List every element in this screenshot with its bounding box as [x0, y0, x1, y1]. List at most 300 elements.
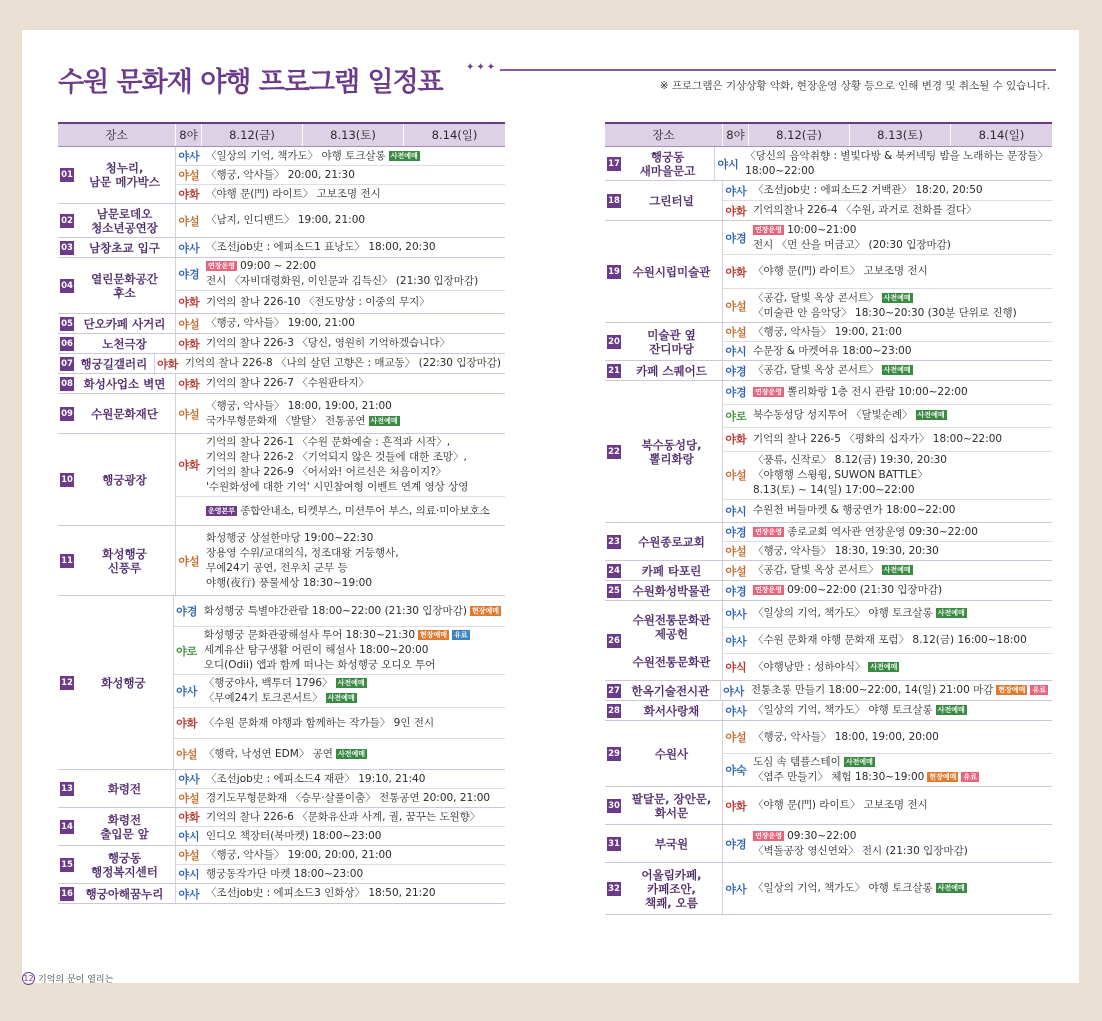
place-name: 화령전 [107, 781, 142, 796]
category-label: 야경 [725, 837, 747, 851]
category-label: 야사 [725, 634, 747, 648]
program-line: 기억의 찰나 226-7 〈수원판타지〉 [206, 377, 369, 389]
table-row [605, 221, 1052, 323]
program-entry [176, 291, 505, 313]
entries-cell [723, 361, 1052, 380]
table-row [605, 561, 1052, 581]
place-number: 31 [608, 838, 620, 849]
decorative-stars: ✦✦✦ [466, 62, 498, 73]
place-name: 행궁동 새마을문고 [639, 149, 696, 178]
place-name: 화령전 출입문 앞 [100, 812, 149, 841]
place-number: 11 [61, 555, 73, 566]
program-lines [202, 334, 505, 353]
place-number: 01 [61, 170, 73, 180]
notice-text: ※ 프로그램은 기상상황 악화, 현장운영 상황 등으로 인해 변경 및 취소될 수 있습니다. [659, 80, 1050, 92]
program-entry [723, 428, 1052, 452]
program-line: 〈조선job史 : 에피소드4 재판〉 19:10, 21:40 [206, 772, 426, 785]
program-entry [155, 354, 505, 373]
program-entry [176, 884, 505, 903]
category-label: 야경 [725, 584, 747, 598]
program-entry [723, 361, 1052, 380]
program-entry [723, 201, 1052, 220]
place-name: 행궁아해꿈누리 [85, 886, 164, 901]
program-lines [202, 434, 505, 496]
place-number: 13 [61, 783, 73, 794]
place-name: 노천극장 [102, 336, 147, 351]
program-entry [174, 675, 505, 708]
program-line: 연장운영 09:00 ~ 22:00 [208, 260, 317, 272]
table-row [605, 701, 1052, 721]
category-label: 야경 [178, 268, 200, 281]
program-line: 기억의 찰나 226-10 〈전도망상 : 이중의 무지〉 [206, 295, 430, 308]
program-line: 〈공감, 달빛 옥상 콘서트〉 사전예매 [753, 364, 911, 376]
program-lines [749, 654, 1052, 680]
table-row [58, 846, 505, 884]
program-entry [176, 394, 505, 433]
place-name: 화서사랑채 [643, 703, 700, 718]
program-lines [749, 381, 1052, 404]
program-line: 연장운영 10:00~21:00 [755, 223, 857, 236]
program-lines [749, 181, 1052, 200]
program-line: 야행(夜行) 풍물세상 18:30~19:00 [206, 576, 373, 589]
program-lines [202, 789, 505, 807]
program-line: 〈일상의 기억, 책가도〉 야행 토크살롱 사전예매 [753, 882, 965, 894]
place-number: 22 [608, 446, 620, 457]
category-label: 야설 [178, 554, 200, 568]
program-entry [723, 825, 1052, 862]
table-row [58, 434, 505, 526]
program-entry [174, 708, 505, 739]
status-badge: 연장운영 [208, 262, 236, 270]
program-entry [176, 334, 505, 353]
program-lines [200, 708, 505, 738]
program-line: 행궁동작가단 마켓 18:00~23:00 [206, 867, 364, 880]
program-line: 〈염주 만들기〉 체험 18:30~19:00 현장예매 유료 [753, 771, 977, 783]
program-entry [723, 255, 1052, 289]
table-row [58, 596, 505, 770]
program-line: 〈풍류, 신작로〉 8.12(금) 19:30, 20:30 [753, 453, 947, 466]
place-name: 카페 타포린 [641, 563, 702, 578]
program-lines [749, 342, 1052, 360]
place-cell [605, 721, 723, 786]
place-cell [58, 884, 176, 903]
place-name: 수원시립미술관 [632, 264, 711, 279]
place-cell [605, 323, 723, 360]
place-name: 수원사 [654, 746, 689, 761]
category-label: 야설 [178, 407, 200, 421]
category-label: 야설 [725, 326, 747, 339]
category-label: 야설 [725, 564, 747, 578]
category-label: 야사 [725, 607, 747, 621]
place-name: 어울림카페, 카페조안, 책쾌, 오름 [641, 867, 702, 910]
place-name: 행궁광장 [102, 472, 147, 487]
place-name: 수원문화재단 [91, 406, 158, 421]
place-number: 27 [608, 685, 620, 696]
program-lines [749, 428, 1052, 451]
table-row [605, 787, 1052, 825]
place-name: 수원전통문화관 제공헌 수원전통문화관 [632, 612, 711, 669]
program-lines [202, 166, 505, 184]
program-entry [176, 827, 505, 845]
program-entry [723, 654, 1052, 680]
program-entry [176, 238, 505, 257]
place-number: 29 [608, 748, 620, 759]
col-day2: 8.13(토) [850, 124, 951, 146]
table-row [605, 361, 1052, 381]
place-number: 06 [61, 338, 73, 349]
program-entry [723, 701, 1052, 720]
place-cell [58, 354, 155, 373]
category-label: 야사 [178, 241, 200, 255]
program-entry [723, 181, 1052, 201]
program-line: 〈행궁야사, 백투더 1796〉 사전예매 [203, 677, 365, 689]
program-lines [749, 452, 1052, 499]
table-row [58, 354, 505, 374]
place-name: 수원화성박물관 [632, 583, 711, 598]
program-line: 장용영 수위/교대의식, 정조대왕 거둥행사, [206, 546, 399, 559]
program-line: 기억의 찰나 226-3 〈당신, 영원히 기억하겠습니다〉 [206, 337, 450, 349]
table-row [605, 681, 1052, 701]
place-cell [605, 221, 723, 322]
col-day1: 8.12(금) [749, 124, 850, 146]
category-label [176, 497, 202, 525]
program-lines [747, 681, 1052, 700]
status-badge: 연장운영 [755, 225, 783, 234]
program-entry [176, 497, 505, 525]
program-line: 〈무예24기 토크콘서트〉 사전예매 [203, 692, 355, 704]
category-label: 야사 [178, 773, 200, 786]
table-row [58, 334, 505, 354]
entries-cell [176, 808, 505, 845]
entries-cell [723, 523, 1052, 560]
status-badge: 사전예매 [917, 411, 945, 420]
program-line: 18:00~22:00 [745, 164, 815, 177]
place-name: 미술관 옆 잔디마당 [647, 327, 696, 356]
entries-cell [723, 381, 1052, 522]
status-badge: 사전예매 [883, 366, 911, 374]
place-number: 10 [61, 474, 73, 485]
category-label: 야사 [725, 704, 747, 718]
program-line: 연장운영 뽈리화랑 1층 전시 관람 10:00~22:00 [755, 385, 968, 398]
place-cell [605, 147, 715, 180]
table-row [605, 721, 1052, 787]
program-lines [202, 526, 505, 595]
program-line: 연장운영 09:00~22:00 (21:30 입장마감) [755, 584, 943, 596]
program-entry [723, 787, 1052, 824]
category-label: 야시 [178, 868, 200, 881]
place-cell [605, 825, 723, 862]
status-badge: 사전예매 [327, 694, 355, 702]
entries-cell [723, 863, 1052, 914]
program-line: 경기도무형문화재 〈승무·살풀이춤〉 전통공연 20:00, 21:00 [206, 791, 491, 804]
place-number: 12 [61, 677, 73, 688]
table-row [58, 258, 505, 314]
status-badge: 연장운영 [755, 831, 783, 840]
table-row [605, 147, 1052, 181]
col-category: 8야 [176, 124, 202, 146]
entries-cell [176, 147, 505, 203]
entries-cell [176, 434, 505, 525]
place-cell [605, 581, 723, 600]
status-badge: 사전예매 [337, 679, 365, 687]
program-entry [174, 596, 505, 627]
entries-cell [176, 334, 505, 353]
place-cell [605, 181, 723, 220]
status-badge: 현장예매 [420, 631, 448, 639]
program-lines [202, 770, 505, 788]
program-line: 수문장 & 마켓여유 18:00~23:00 [753, 344, 912, 357]
program-lines [749, 201, 1052, 220]
status-badge: 사전예매 [937, 884, 965, 892]
program-entry [723, 863, 1052, 914]
program-entry [723, 581, 1052, 600]
table-row [58, 808, 505, 846]
place-number: 14 [61, 821, 73, 832]
place-cell [58, 238, 176, 257]
place-cell [58, 147, 176, 203]
status-badge: 사전예매 [845, 758, 873, 766]
category-label: 야설 [178, 317, 200, 331]
program-line: 〈공감, 달빛 옥상 콘서트〉 사전예매 [753, 564, 911, 576]
program-line: 세계유산 탐구생활 어린이 해설사 18:00~20:00 [203, 644, 429, 656]
category-label: 야설 [178, 792, 200, 805]
place-cell [605, 701, 723, 720]
status-badge: 사전예매 [370, 416, 398, 425]
place-number: 04 [61, 280, 73, 291]
place-cell [58, 596, 174, 769]
entries-cell [723, 581, 1052, 600]
place-number: 24 [608, 565, 620, 576]
category-label: 야화 [178, 296, 200, 309]
program-entry [176, 166, 505, 185]
category-label: 야화 [725, 433, 747, 447]
place-number: 21 [608, 365, 620, 376]
place-name: 남창초교 입구 [89, 240, 160, 255]
place-cell [58, 314, 176, 333]
program-lines [202, 374, 505, 393]
program-lines [202, 291, 505, 313]
program-lines [202, 204, 505, 237]
entries-cell [723, 787, 1052, 824]
place-cell [605, 523, 723, 560]
program-lines [749, 405, 1052, 428]
entries-cell [176, 238, 505, 257]
status-badge: 사전예매 [390, 151, 418, 160]
program-line: 연장운영 09:30~22:00 [755, 829, 857, 842]
program-line: 〈조선job史 : 에피소드2 거백관〉 18:20, 20:50 [753, 184, 983, 196]
col-day3: 8.14(일) [431, 128, 478, 142]
table-row [58, 314, 505, 334]
program-lines [200, 596, 505, 626]
place-cell [605, 361, 723, 380]
program-lines [749, 701, 1052, 720]
status-badge: 운영본부 [208, 506, 236, 515]
program-lines [749, 863, 1052, 914]
place-cell [605, 863, 723, 914]
entries-cell [155, 354, 505, 373]
col-category: 8야 [723, 124, 749, 146]
footer-text: 기억의 문이 열리는 [38, 975, 114, 985]
program-entry [174, 627, 505, 675]
program-line: 〈조선job史 : 에피소드3 인화상〉 18:50, 21:20 [206, 887, 436, 899]
program-line: 〈행궁, 악사들〉 20:00, 21:30 [206, 168, 355, 181]
category-label: 야시 [725, 345, 747, 358]
place-number: 17 [608, 158, 620, 169]
category-label: 야시 [725, 504, 747, 518]
program-line: 〈조선job史 : 에피소드1 표낭도〉 18:00, 20:30 [206, 241, 436, 253]
col-place: 장소 [58, 124, 176, 146]
place-name: 부국원 [654, 836, 689, 851]
place-number: 09 [61, 408, 73, 419]
program-entry [723, 221, 1052, 255]
table-body [58, 147, 505, 904]
program-line: 〈야행 문(門) 라이트〉 고보조명 전시 [753, 265, 928, 277]
program-line: '수원화성에 대한 기억' 시민참여형 이벤트 연계 영상 상영 [206, 481, 469, 493]
entries-cell [723, 323, 1052, 360]
entries-cell [721, 681, 1052, 700]
place-cell [58, 526, 176, 595]
place-number: 28 [608, 705, 620, 716]
table-row [58, 526, 505, 596]
entries-cell [715, 147, 1052, 180]
program-line: 〈행궁, 악사들〉 18:30, 19:30, 20:30 [753, 544, 939, 557]
program-lines [749, 500, 1052, 523]
place-name: 화성사업소 벽면 [83, 376, 166, 391]
program-lines [202, 185, 505, 203]
place-number: 23 [608, 536, 620, 547]
place-cell [58, 846, 176, 883]
program-line: 전시 〈먼 산을 머금고〉 (20:30 입장마감) [753, 238, 951, 251]
program-line: 연장운영 종로교회 역사관 연장운영 09:30~22:00 [755, 525, 978, 538]
program-entry [174, 739, 505, 769]
category-label: 야사 [725, 882, 747, 896]
category-label: 야화 [157, 357, 179, 371]
program-lines [202, 827, 505, 845]
status-badge: 유료 [963, 773, 977, 781]
entries-cell [174, 596, 505, 769]
place-name: 화성행궁 [101, 675, 146, 690]
category-label: 야설 [725, 545, 747, 558]
status-badge: 연장운영 [755, 586, 783, 594]
category-label: 야설 [176, 748, 198, 761]
place-number: 25 [608, 585, 620, 596]
place-number: 15 [61, 859, 73, 870]
program-entry [176, 258, 505, 291]
status-badge: 현장예매 [471, 606, 499, 615]
category-label: 야설 [725, 731, 747, 744]
program-line: 〈미술관 안 음악당〉 18:30~20:30 (30분 단위로 진행) [753, 306, 1017, 319]
category-label: 야화 [178, 188, 200, 201]
place-name: 화성행궁 신풍루 [102, 546, 147, 575]
place-cell [605, 681, 721, 700]
program-lines [749, 542, 1052, 560]
category-label: 야화 [725, 204, 747, 218]
program-lines [200, 627, 505, 674]
title-rule [500, 69, 1056, 71]
program-line: 〈야행 문(門) 라이트〉 고보조명 전시 [753, 799, 928, 811]
program-line: 기억의 찰나 226-6 〈문화유산과 사계, 궐, 꿈꾸는 도원향〉 [206, 810, 481, 823]
program-lines [202, 865, 505, 883]
category-label: 야설 [178, 214, 200, 228]
table-row [605, 523, 1052, 561]
program-entry [176, 526, 505, 595]
category-label: 야시 [178, 830, 200, 843]
program-line: 전통초롱 만들기 18:00~22:00, 14(일) 21:00 마감 현장예매 유료 [750, 684, 1046, 696]
place-name: 남문로데오 청소년공연장 [91, 206, 158, 235]
program-line: 〈공감, 달빛 옥상 콘서트〉 사전예매 [753, 291, 911, 304]
place-name: 청누리, 남문 메가박스 [89, 161, 160, 189]
program-line: 〈행궁, 악사들〉 19:00, 20:00, 21:00 [206, 848, 392, 861]
place-cell [605, 787, 723, 824]
program-line: 〈행궁, 악사들〉 18:00, 19:00, 20:00 [753, 730, 939, 743]
program-line: 기억의 찰나 226-9 〈어서와! 어르신은 처음이지?〉 [206, 466, 447, 478]
program-lines [749, 523, 1052, 541]
entries-cell [723, 601, 1052, 680]
program-lines [749, 601, 1052, 627]
entries-cell [723, 721, 1052, 786]
program-entry [723, 628, 1052, 655]
category-label: 야화 [178, 811, 200, 824]
program-lines [202, 808, 505, 826]
table-header [605, 122, 1052, 147]
program-line: 〈일상의 기억, 책가도〉 야행 토크살롱 사전예매 [753, 704, 965, 716]
program-entry [723, 754, 1052, 786]
program-lines [202, 394, 505, 433]
program-lines [202, 846, 505, 864]
place-cell [58, 334, 176, 353]
program-line: 국가무형문화재 〈발탈〉 전통공연 사전예매 [206, 414, 398, 427]
status-badge: 사전예매 [337, 749, 366, 758]
place-number: 07 [61, 358, 73, 369]
program-line: 무예24기 공연, 전우치 군무 등 [206, 561, 348, 574]
program-entry [176, 314, 505, 333]
col-day1: 8.12(금) [202, 124, 303, 146]
entries-cell [176, 770, 505, 807]
entries-cell [723, 701, 1052, 720]
program-lines [749, 628, 1052, 654]
place-number: 19 [608, 266, 620, 277]
program-line: 〈행궁, 악사들〉 18:00, 19:00, 21:00 [206, 399, 392, 412]
program-entry [723, 721, 1052, 754]
program-line: 전시 〈자비대령화원, 이인문과 김득신〉 (21:30 입장마감) [206, 275, 479, 287]
program-line: 수원천 버들마켓 & 행궁연가 18:00~22:00 [753, 504, 956, 517]
place-cell [605, 381, 723, 522]
place-name: 카페 스퀘어드 [636, 363, 707, 378]
place-name: 행궁동 행정복지센터 [91, 850, 158, 879]
place-number: 30 [608, 800, 620, 811]
program-lines [200, 675, 505, 707]
program-entry [723, 405, 1052, 429]
program-line: 〈벽돌공장 영신연와〉 전시 (21:30 입장마감) [753, 844, 968, 857]
program-lines [202, 238, 505, 257]
category-label: 야화 [725, 799, 747, 813]
program-line: 〈수원 문화재 야행 문화재 포럼〉 8.12(금) 16:00~18:00 [753, 634, 1027, 646]
program-line: 오디(Odii) 앱과 함께 떠나는 화성행궁 오디오 투어 [203, 659, 436, 671]
program-line: 〈행궁, 악사들〉 19:00, 21:00 [206, 317, 355, 329]
table-row [605, 323, 1052, 361]
category-label: 야화 [178, 459, 200, 472]
category-label: 야사 [723, 684, 745, 698]
entries-cell [176, 204, 505, 237]
program-line: 〈야행낭만 : 성하야식〉 사전예매 [753, 660, 898, 673]
place-number: 18 [608, 195, 620, 206]
place-cell [605, 561, 723, 580]
place-cell [58, 808, 176, 845]
category-label: 야식 [725, 661, 747, 675]
table-row [58, 884, 505, 904]
program-lines [202, 884, 505, 903]
program-lines [749, 787, 1052, 824]
